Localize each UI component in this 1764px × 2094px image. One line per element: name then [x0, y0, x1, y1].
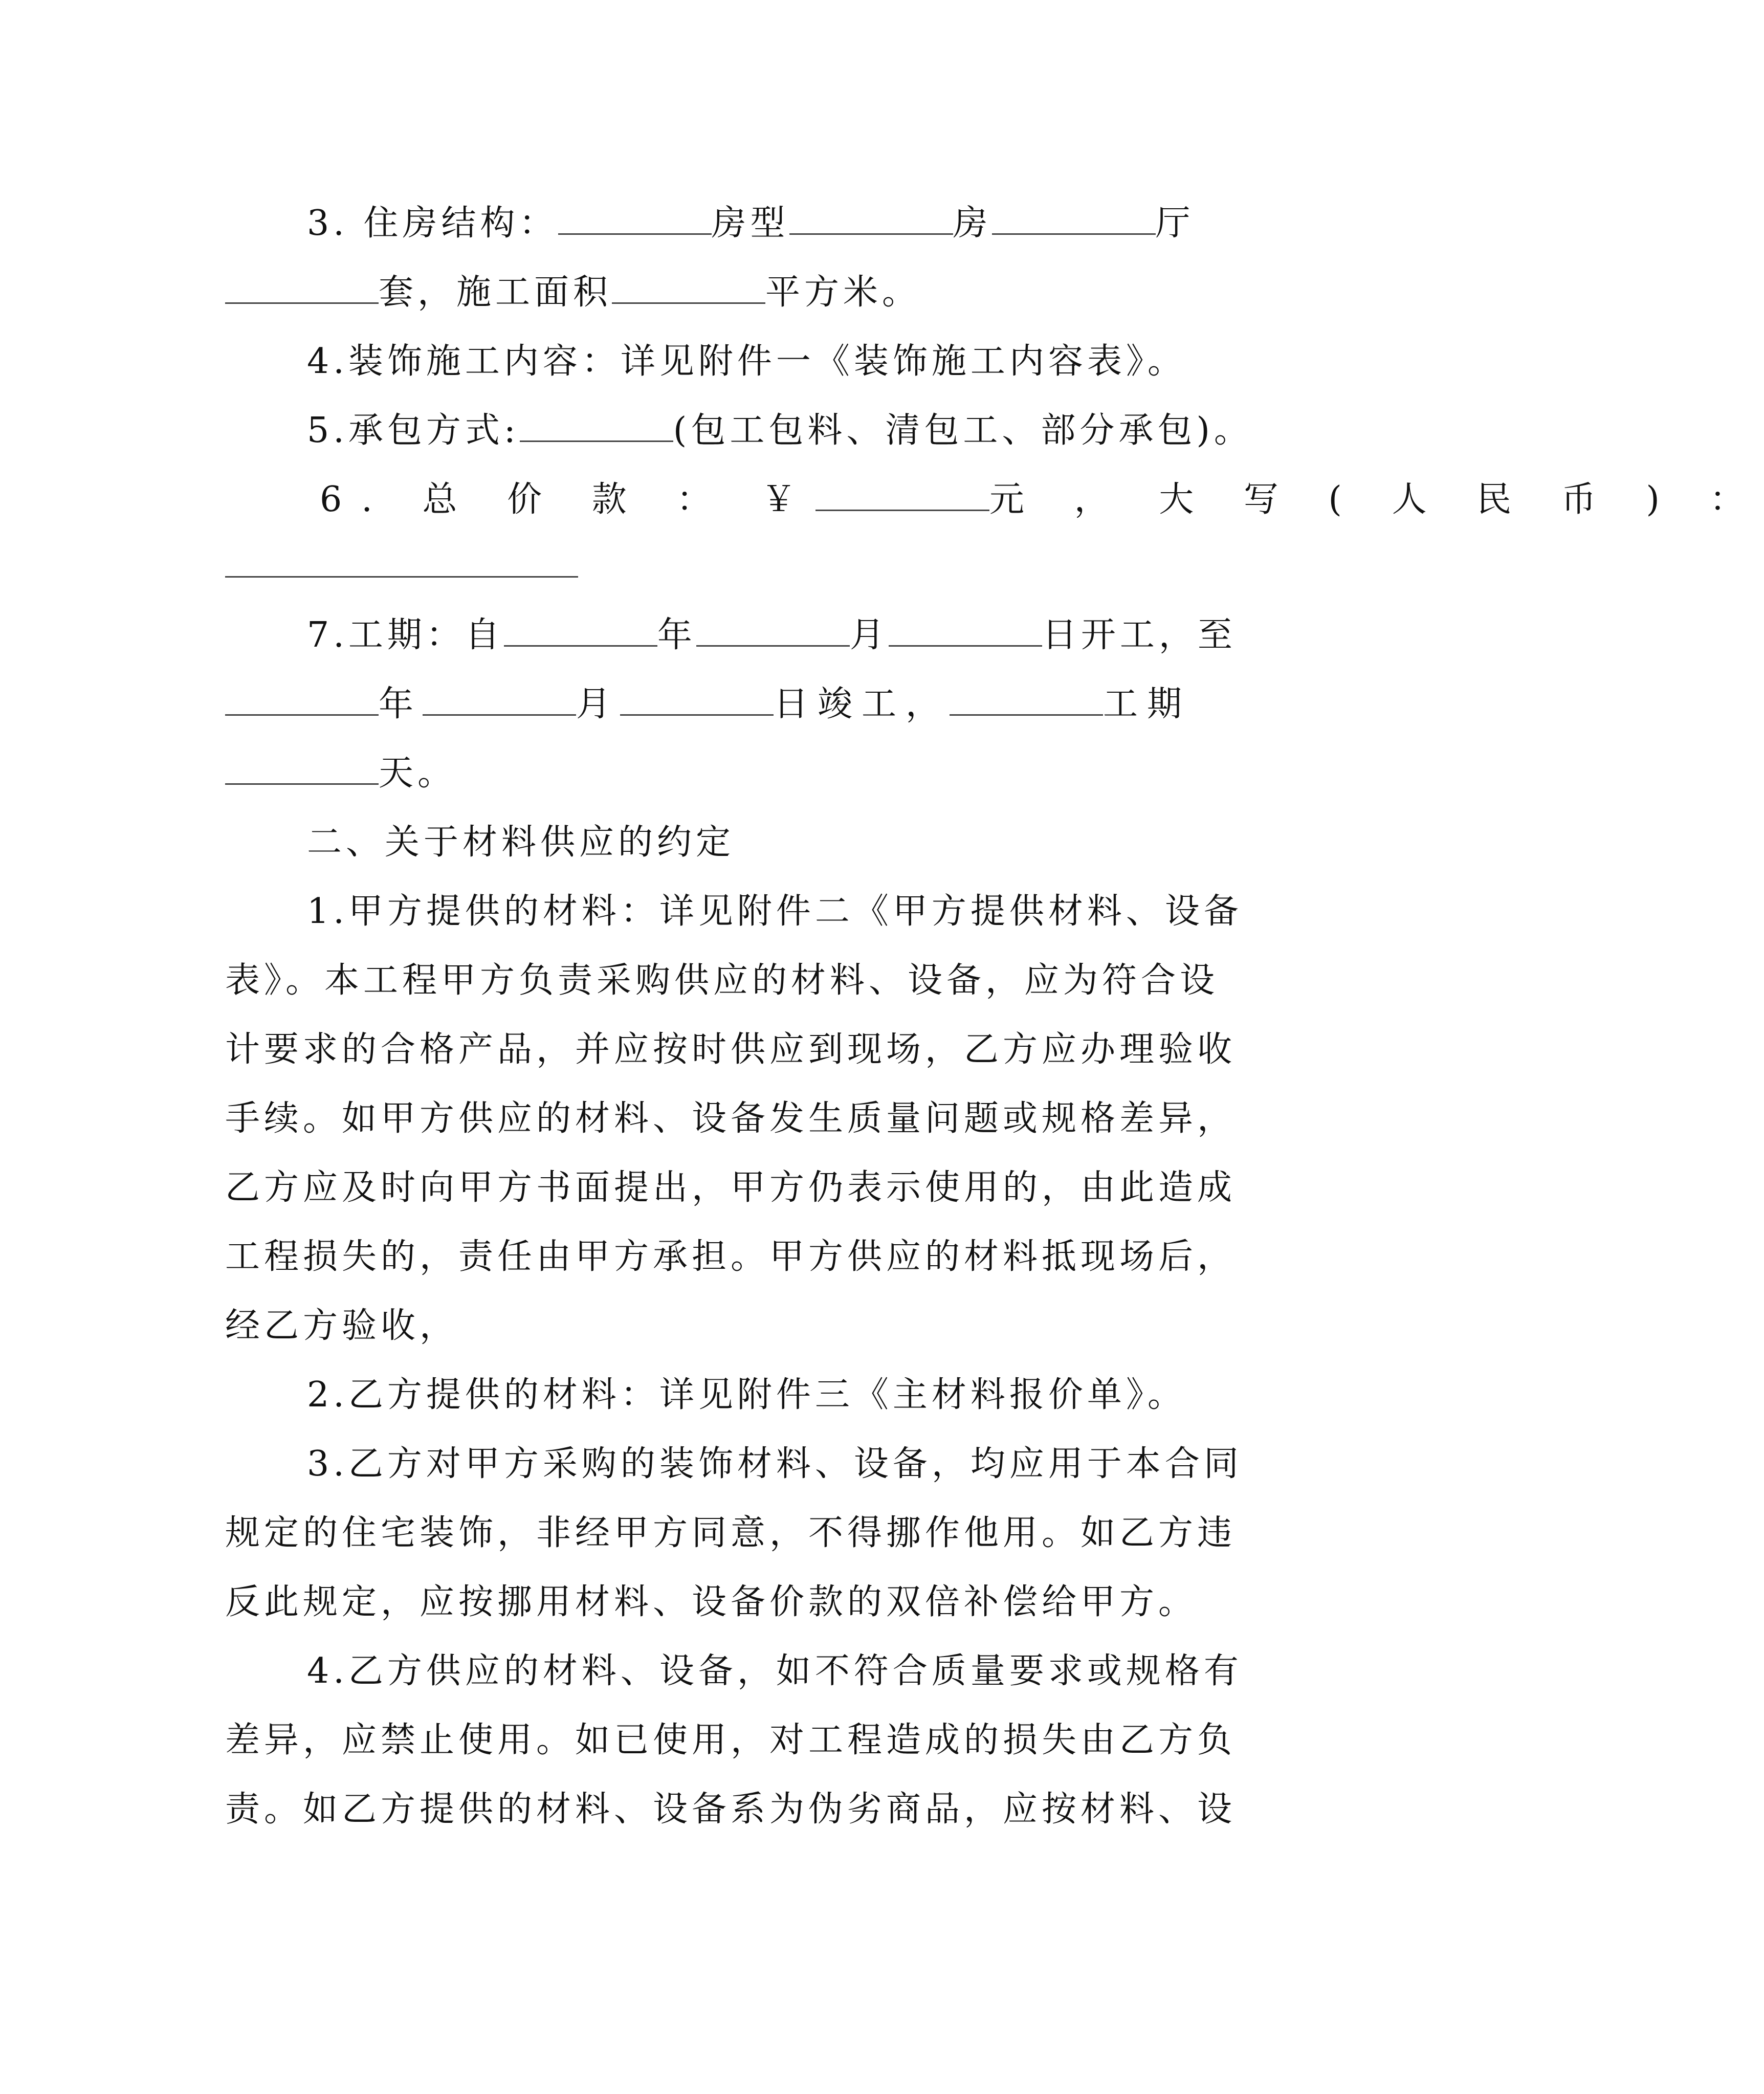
construction-period-line: 7.工期：自 年 月 日开工，至: [307, 615, 1237, 655]
blank-field: [423, 685, 576, 716]
blank-field: [612, 273, 765, 304]
blank-field: [225, 273, 379, 304]
construction-area-line: 套，施工面积 平方米。: [225, 271, 921, 314]
paragraph-line: 经乙方验收，: [225, 1306, 459, 1346]
blank-field: [889, 615, 1042, 647]
paragraph-line: 反此规定，应按挪用材料、设备价款的双倍补偿给甲方。: [225, 1582, 1198, 1622]
paragraph-line: 差异，应禁止使用。如已使用，对工程造成的损失由乙方负: [225, 1720, 1237, 1760]
paragraph-line: 2.乙方提供的材料：详见附件三《主材料报价单》。: [307, 1375, 1186, 1415]
blank-field: [225, 546, 578, 578]
housing-structure-line: 3. 住房结构： 房型 房 厅: [307, 203, 1195, 244]
paragraph-line: 4.乙方供应的材料、设备，如不符合质量要求或规格有: [307, 1651, 1243, 1691]
days-line: 天。: [225, 752, 456, 795]
blank-field: [520, 411, 673, 442]
total-price-uppercase-line: [225, 545, 578, 588]
paragraph-line: 3.乙方对甲方采购的装饰材料、设备，均应用于本合同: [307, 1444, 1243, 1484]
blank-field: [950, 685, 1103, 716]
blank-field: [225, 685, 379, 716]
paragraph-line: 乙方应及时向甲方书面提出，甲方仍表示使用的，由此造成: [225, 1167, 1237, 1208]
blank-field: [225, 754, 379, 785]
blank-field: [620, 685, 774, 716]
housing-structure-label: 3. 住房结构：: [307, 203, 558, 244]
total-price-line: 6. 总 价 款 ： ￥ 元 ， 大 写 ( 人 民 币 ) ：: [320, 479, 1764, 520]
paragraph-line: 计要求的合格产品，并应按时供应到现场，乙方应办理验收: [225, 1029, 1237, 1070]
blank-field: [696, 615, 850, 647]
contract-method-line: 5.承包方式: (包工包料、清包工、部分承包)。: [307, 410, 1253, 451]
paragraph-line: 责。如乙方提供的材料、设备系为伪劣商品，应按材料、设: [225, 1789, 1237, 1830]
blank-field: [558, 204, 712, 235]
construction-content-line: 4.装饰施工内容：详见附件一《装饰施工内容表》。: [307, 341, 1186, 382]
completion-date-line: 年 月 日竣工， 工期: [225, 683, 1191, 726]
paragraph-line: 规定的住宅装饰，非经甲方同意，不得挪作他用。如乙方违: [225, 1513, 1237, 1553]
blank-field: [992, 204, 1156, 235]
paragraph-line: 手续。如甲方供应的材料、设备发生质量问题或规格差异，: [225, 1098, 1237, 1139]
section-heading-materials: 二、关于材料供应的约定: [307, 822, 735, 863]
blank-field: [815, 480, 989, 511]
paragraph-line: 表》。本工程甲方负责采购供应的材料、设备，应为符合设: [225, 960, 1219, 1001]
paragraph-line: 工程损失的，责任由甲方承担。甲方供应的材料抵现场后，: [225, 1237, 1237, 1277]
blank-field: [504, 615, 657, 647]
blank-field: [789, 204, 953, 235]
paragraph-line: 1.甲方提供的材料：详见附件二《甲方提供材料、设备: [307, 891, 1243, 932]
